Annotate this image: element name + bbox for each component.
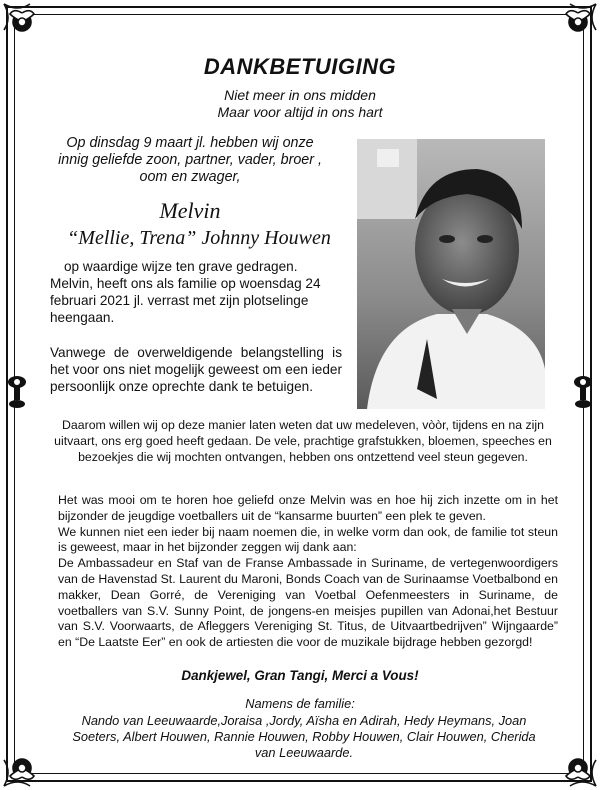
intro-text: Op dinsdag 9 maart jl. hebben wij onze innig geliefde zoon, partner, vader, broer , oom en zwager, [58,135,322,185]
flower-ornament-icon [0,0,46,46]
page-title: DANKBETUIGING [203,54,397,79]
subtitle-line: Niet meer in ons midden [224,87,376,103]
closing-thanks: Dankjewel, Gran Tangi, Merci a Vous! [181,668,419,683]
thanks-paragraph: Daarom willen wij op deze manier laten weten dat uw medeleven, vòòr, tijdens en na zijn uitvaart, ons erg goed heeft gedaan. De vele, prachtige grafstukken, bloemen, speeches en bezoekjes die wij mochten ontvangen, hebben ons ontzettend veel steun gegeven. [54,418,552,464]
signature-heading: Namens de familie: [245,696,355,711]
interest-paragraph: Vanwege de overweldigende belangstelling is het voor ons niet mogelijk geweest om een ieder persoonlijk onze oprechte dank te betuigen. [50,345,342,394]
deceased-first-name: Melvin [159,198,221,223]
urn-ornament-icon [568,372,598,412]
funeral-paragraph: op waardige wijze ten grave gedragen. Melvin, heeft ons als familie op woensdag 24 februari 2021 jl. verrast met zijn plotselinge heengaan. [50,259,321,325]
flower-ornament-icon [554,744,600,790]
deceased-full-name: “Mellie, Trena” Johnny Houwen [67,227,331,249]
family-names: Nando van Leeuwaarde,Joraisa ,Jordy, Aïsha en Adirah, Hedy Heymans, Joan Soeters, Albert Houwen, Rannie Houwen, Robby Houwen, Clair Houwen, Cherida van Leeuwaarde. [72,713,536,760]
portrait-photo [357,139,545,409]
paragraph-line: De Ambassadeur en Staf van de Franse Ambassade in Suriname, de vertegenwoordigers van de Havenstad St. Laurent du Maroni, Bonds Coach van de Surinaamse Voetbalbond en makker, Dean Gorré, de Vereniging van Voetbal Oefenmeesters in Suriname, de voetballers van S.V. Sunny Point, de jongens-en meisjes pupillen van Adonai,het Bestuur van S.V. Voorwaarts, de Afleggers Vereniging St. Titus, de Uitvaartbedrijven” Wijngaarde” en “De Laatste Eer” en ook de artiesten die voor de muzikale bijdrage hebben gezorgd! [58,556,558,650]
acknowledgement-paragraph [58,493,558,651]
subtitle-line: Maar voor altijd in ons hart [217,104,383,120]
paragraph-line: Het was mooi om te horen hoe geliefd onze Melvin was en hoe hij zich inzette om in het bijzonder de jeugdige voetballers uit de “kansarme buurten” een plek te geven. [58,493,558,523]
paragraph-line: We kunnen niet een ieder bij naam noemen die, in welke vorm dan ook, de familie tot steun is geweest, maar in het bijzonder zeggen wij dank aan: [58,524,558,555]
urn-ornament-icon [2,372,32,412]
flower-ornament-icon [0,744,46,790]
flower-ornament-icon [554,0,600,46]
